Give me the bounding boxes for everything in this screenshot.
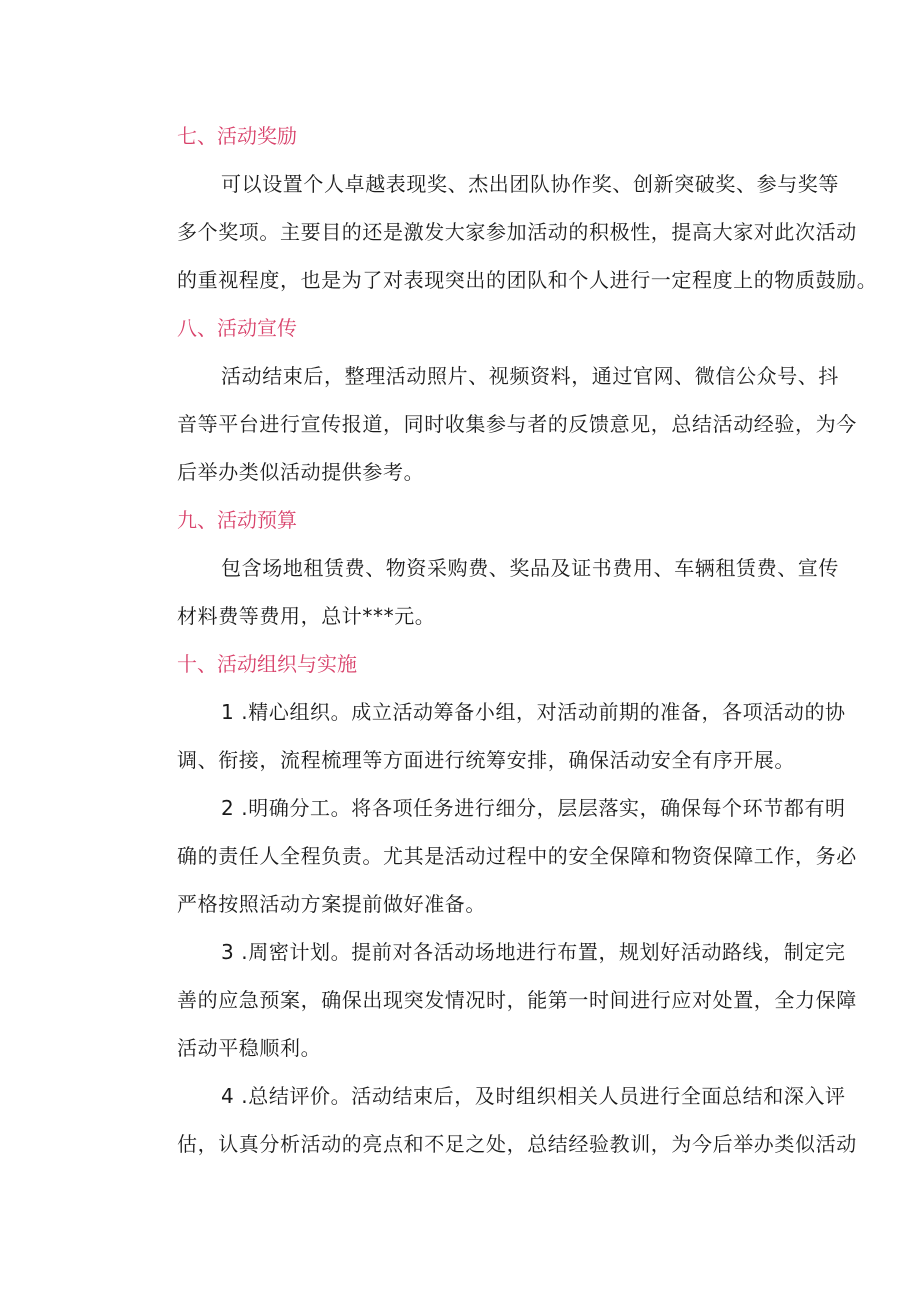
paragraph-line: 包含场地租赁费、物资采购费、奖品及证书费用、车辆租赁费、宣传 [221, 556, 839, 580]
paragraph-line: 音等平台进行宣传报道，同时收集参与者的反馈意见，总结活动经验，为今 [177, 412, 857, 436]
paragraph-line: 3 .周密计划。提前对各活动场地进行布置，规划好活动路线，制定完 [221, 940, 846, 964]
document-page [133, 112, 878, 1168]
paragraph-item-1 [133, 688, 846, 784]
paragraph-line: 活动平稳顺利。 [177, 1036, 322, 1060]
section-heading: 十、活动组织与实施 [177, 652, 357, 676]
paragraph-line: 严格按照活动方案提前做好准备。 [177, 892, 486, 916]
paragraph-line: 2 .明确分工。将各项任务进行细分，层层落实，确保每个环节都有明 [221, 796, 846, 820]
paragraph-line: 1 .精心组织。成立活动筹备小组，对活动前期的准备，各项活动的协 [221, 700, 846, 724]
section-heading: 八、活动宣传 [177, 316, 297, 340]
paragraph-line: 调、衔接，流程梳理等方面进行统筹安排，确保活动安全有序开展。 [177, 748, 795, 772]
paragraph-line: 的重视程度，也是为了对表现突出的团队和个人进行一定程度上的物质鼓励。 [177, 268, 878, 292]
section-publicity [133, 304, 857, 496]
paragraph [133, 352, 857, 496]
paragraph-line: 可以设置个人卓越表现奖、杰出团队协作奖、创新突破奖、参与奖等 [221, 172, 839, 196]
paragraph-line: 活动结束后，整理活动照片、视频资料，通过官网、微信公众号、抖 [221, 364, 839, 388]
paragraph-line: 估，认真分析活动的亮点和不足之处，总结经验教训，为今后举办类似活动 [177, 1132, 857, 1156]
paragraph-line: 确的责任人全程负责。尤其是活动过程中的安全保障和物资保障工作，务必 [177, 844, 857, 868]
paragraph [133, 544, 839, 640]
section-heading: 九、活动预算 [177, 508, 297, 532]
paragraph-line: 4 .总结评价。活动结束后，及时组织相关人员进行全面总结和深入评 [221, 1084, 846, 1108]
section-budget [133, 496, 839, 640]
section-awards [133, 112, 878, 304]
paragraph-item-2 [133, 784, 857, 928]
section-implementation [133, 640, 857, 1168]
paragraph-line: 善的应急预案，确保出现突发情况时，能第一时间进行应对处置，全力保障 [177, 988, 857, 1012]
paragraph-item-3 [133, 928, 857, 1072]
paragraph [133, 160, 878, 304]
paragraph-line: 后举办类似活动提供参考。 [177, 460, 425, 484]
paragraph-line: 材料费等费用，总计***元。 [177, 604, 436, 628]
section-heading: 七、活动奖励 [177, 124, 297, 148]
paragraph-line: 多个奖项。主要目的还是激发大家参加活动的积极性，提高大家对此次活动 [177, 220, 857, 244]
paragraph-item-4 [133, 1072, 857, 1168]
